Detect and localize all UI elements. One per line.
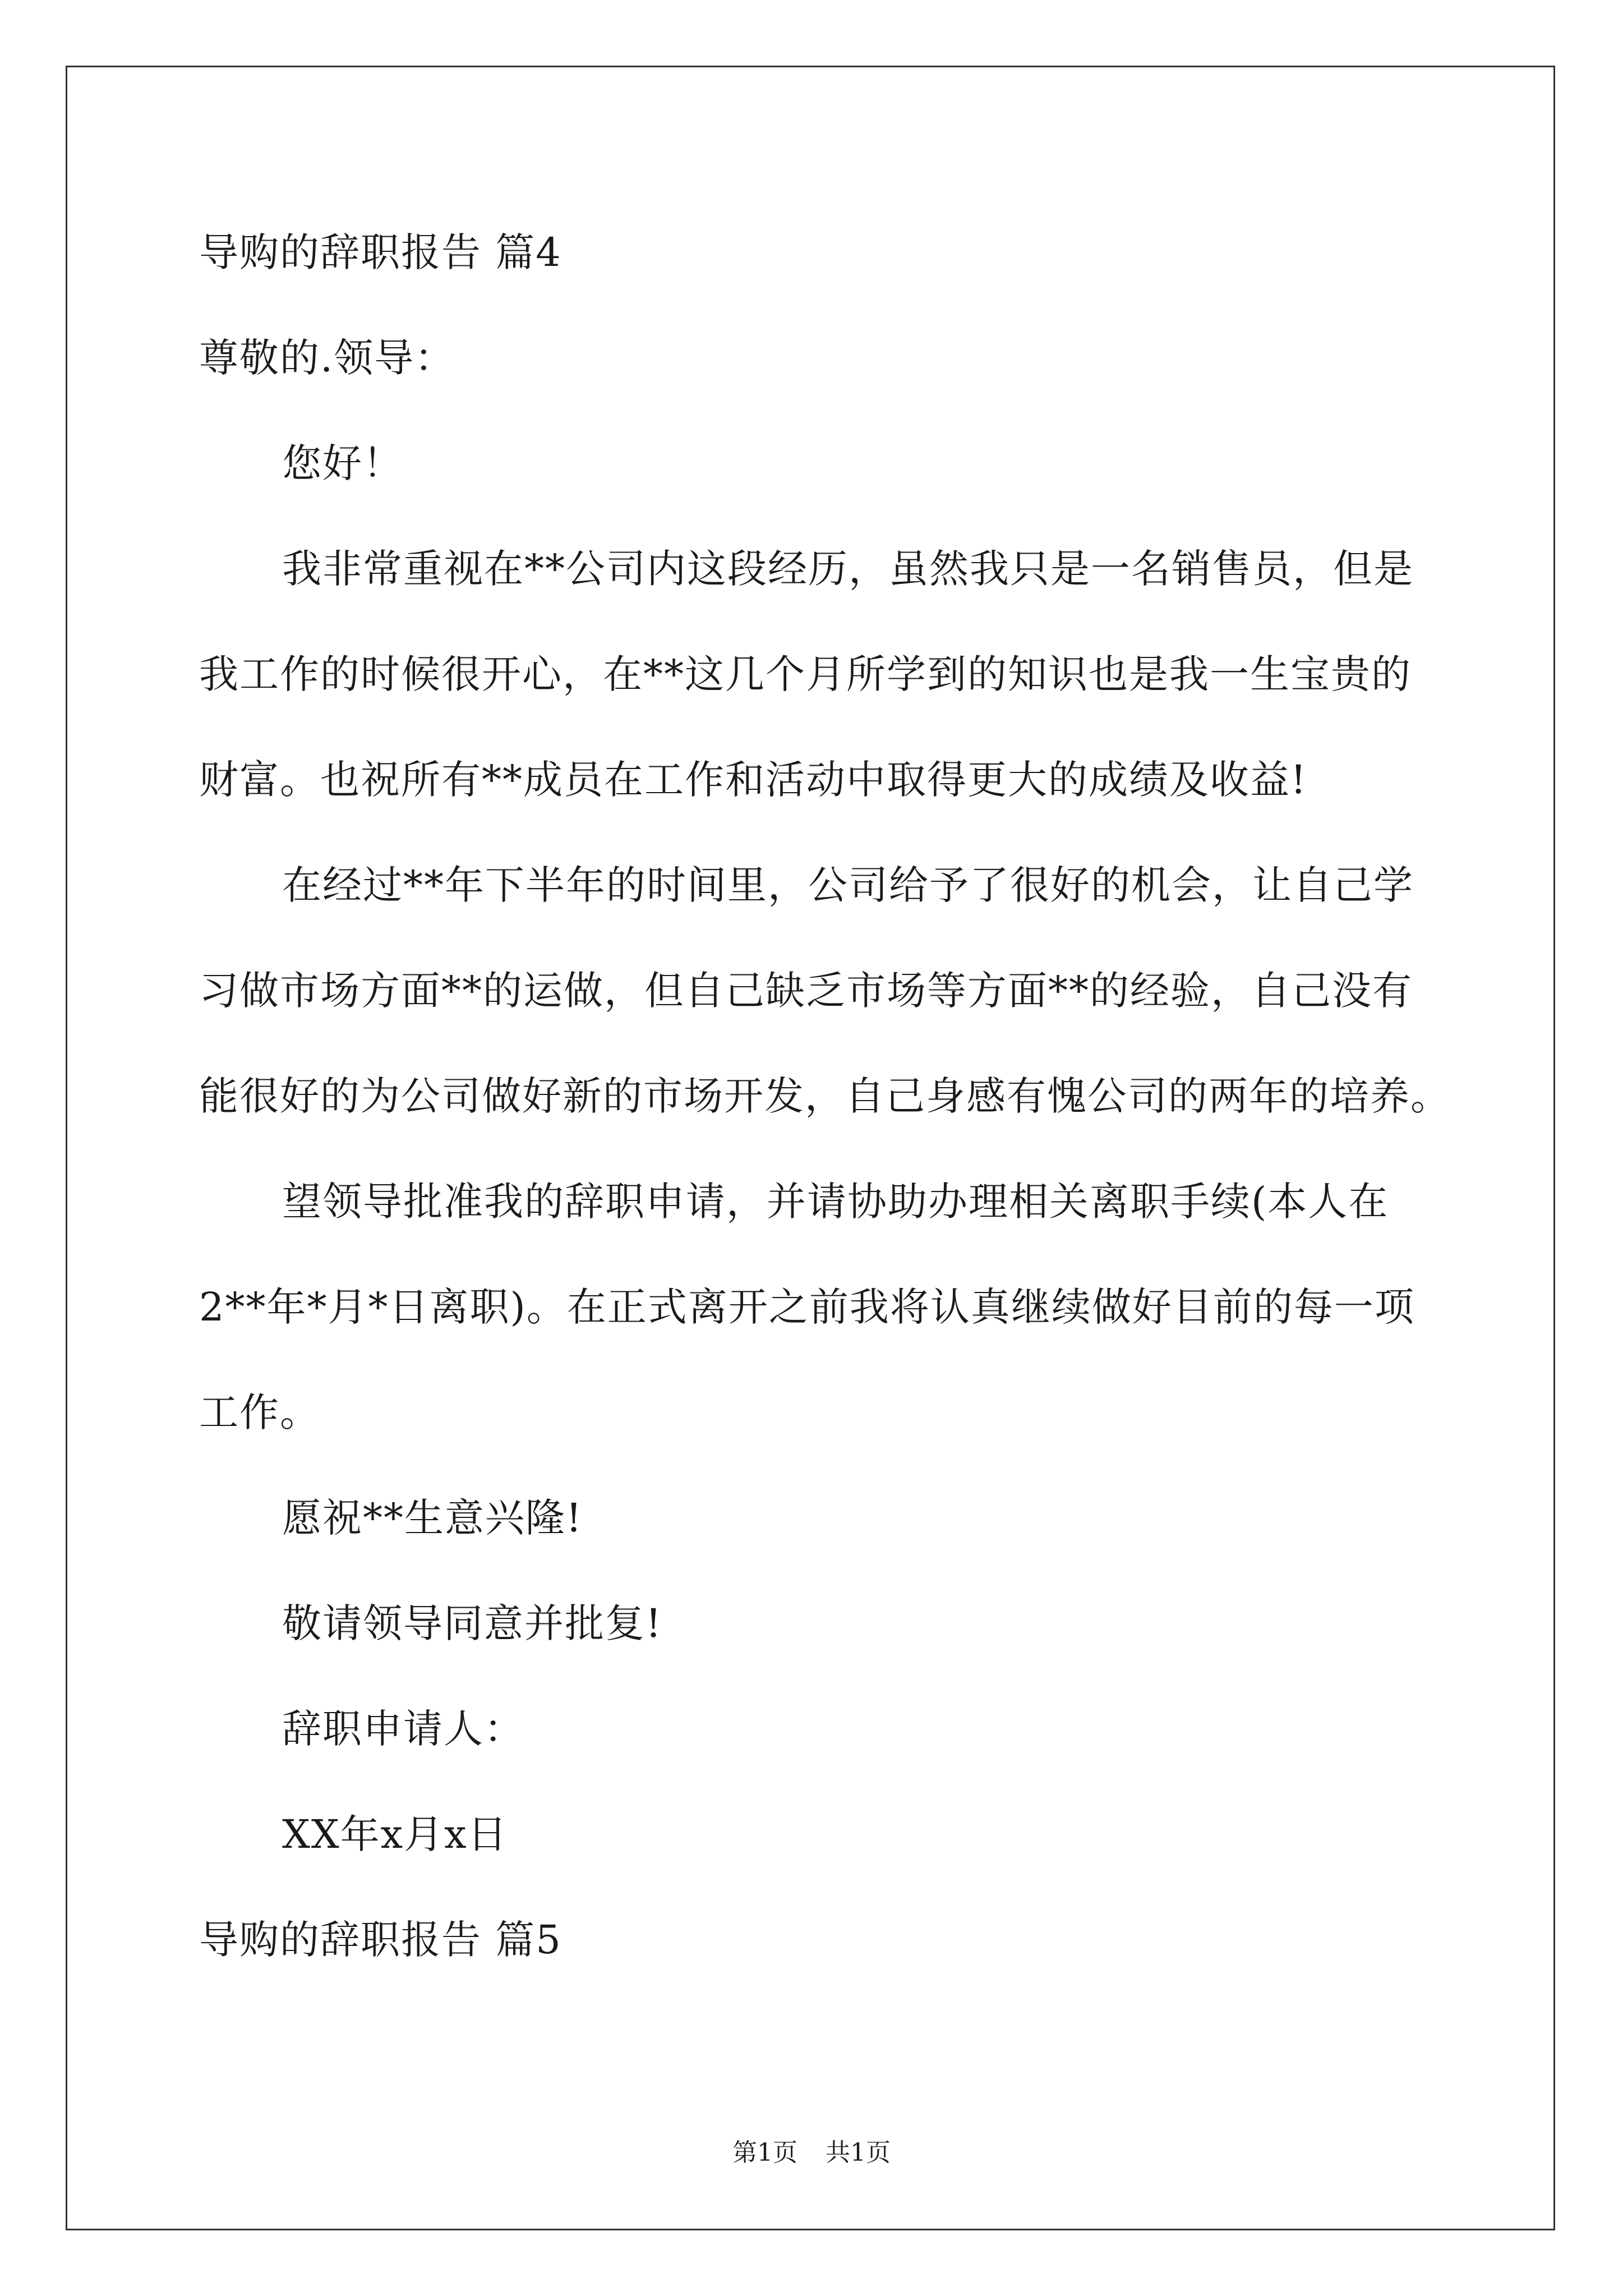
paragraph-line: 在经过**年下半年的时间里，公司给予了很好的机会，让自己学: [282, 862, 1414, 908]
page-number-current: 第1页: [732, 2138, 797, 2167]
paragraph-line: 我工作的时候很开心，在**这几个月所学到的知识也是我一生宝贵的: [199, 651, 1412, 697]
signature-label: 辞职申请人：: [282, 1706, 524, 1752]
paragraph-line: 财富。也祝所有**成员在工作和活动中取得更大的成绩及收益!: [199, 757, 1308, 803]
closing-request: 敬请领导同意并批复!: [282, 1600, 663, 1646]
page-number-total: 共1页: [826, 2138, 891, 2167]
paragraph-line: 习做市场方面**的运做，但自己缺乏市场等方面**的经验，自己没有: [199, 968, 1413, 1014]
section-heading-5: 导购的辞职报告 篇5: [199, 1917, 562, 1963]
closing-wish: 愿祝**生意兴隆!: [282, 1495, 583, 1541]
signature-date: XX年x月x日: [282, 1811, 508, 1857]
page-footer: [0, 2136, 1623, 2170]
greeting: 您好！: [282, 440, 403, 486]
paragraph-line: 2**年*月*日离职)。在正式离开之前我将认真继续做好目前的每一项: [199, 1284, 1415, 1330]
paragraph-line: 望领导批准我的辞职申请，并请协助办理相关离职手续(本人在: [282, 1179, 1389, 1225]
paragraph-line: 工作。: [199, 1389, 320, 1435]
paragraph-line: 能很好的为公司做好新的市场开发，自己身感有愧公司的两年的培养。: [199, 1073, 1451, 1119]
section-heading-4: 导购的辞职报告 篇4: [199, 229, 562, 275]
paragraph-line: 我非常重视在**公司内这段经历，虽然我只是一名销售员，但是: [282, 546, 1414, 592]
page-border: [66, 66, 1555, 2230]
salutation: 尊敬的.领导：: [199, 335, 455, 381]
